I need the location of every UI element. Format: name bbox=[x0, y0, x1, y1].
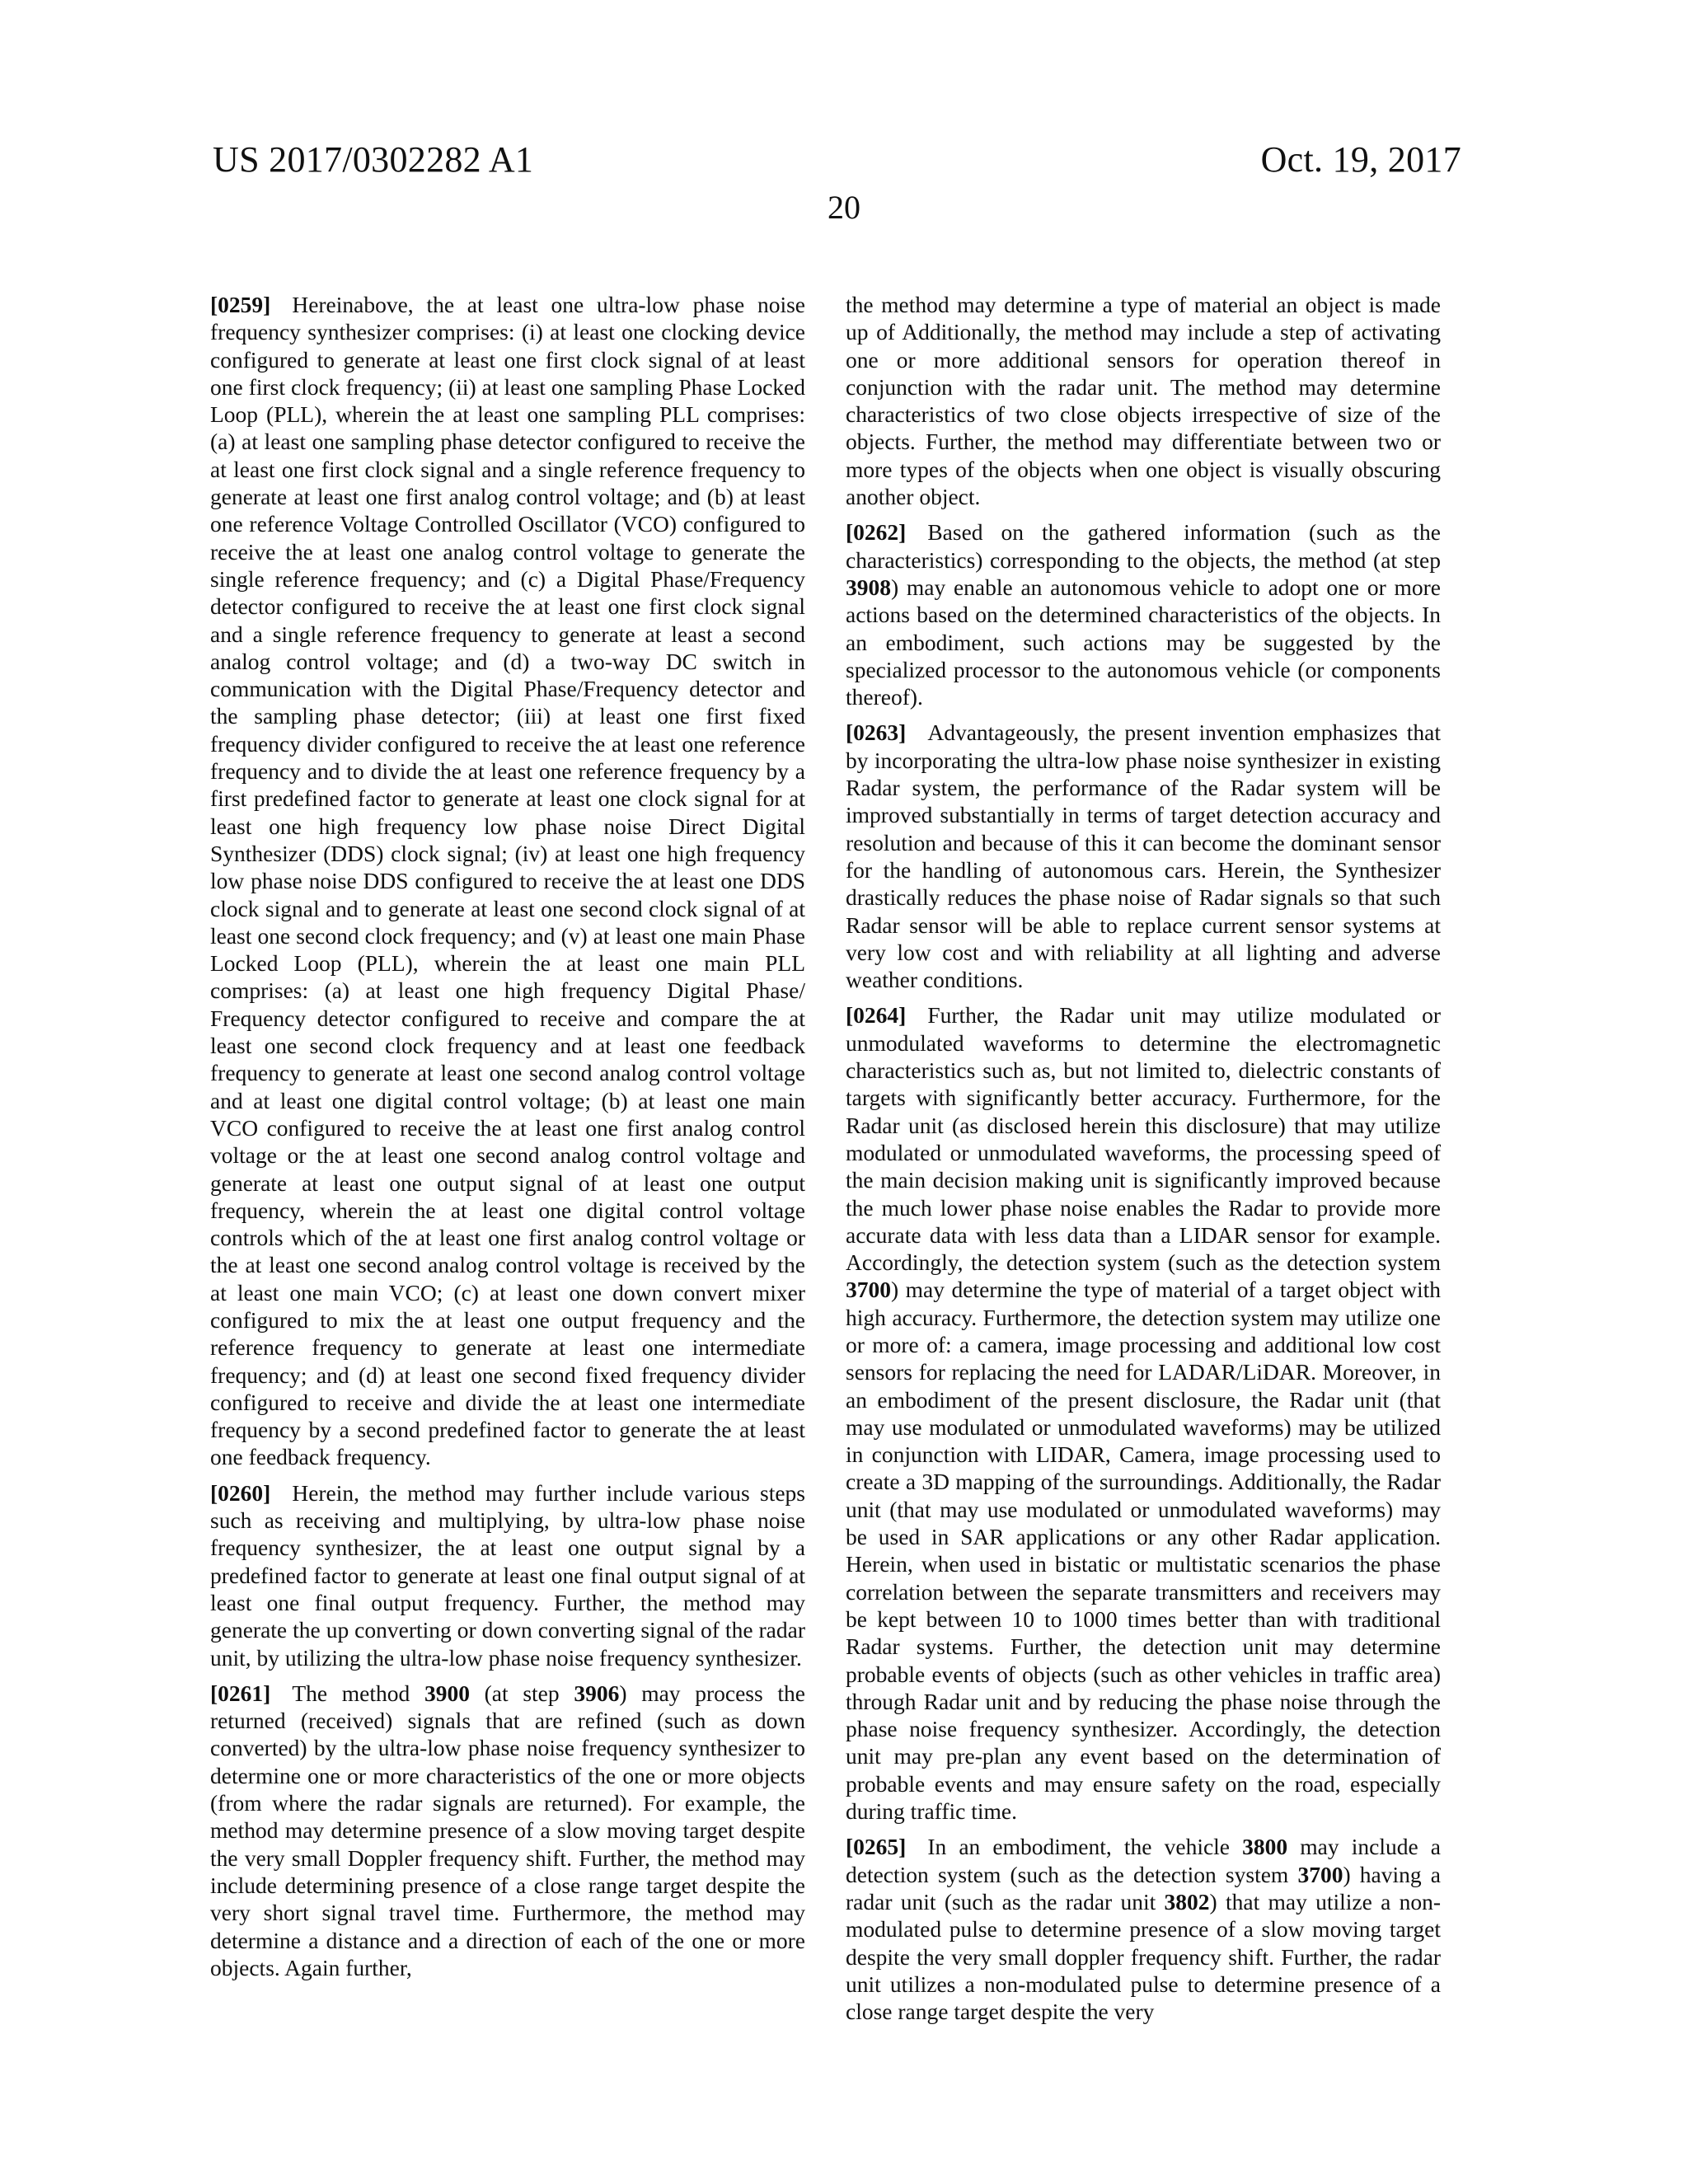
paragraph-text: ) may process the returned (received) signals that are refined (such as down converted) by the ultra-low phase noise frequency synthesizer to determine one or more characteristics of the one or more objects (from where the radar signals are returned). For example, the method may determine presence of a slow moving target despite the very small Doppler frequency shift. Further, the method may include determining presence of a close range target despite the very short signal travel time. Furthermore, the method may determine a distance and a direction of each of the one or more objects. Again further, bbox=[210, 1680, 805, 1980]
right-column bbox=[846, 291, 1441, 2025]
paragraph-number: [0263] bbox=[846, 719, 907, 746]
paragraph-text: ) that may utilize a non-modulated pulse to determine presence of a slow moving target despite the very small doppler frequency shift. Further, the radar unit utilizes a non-modulated pulse to determine presence of a close range target despite the very bbox=[846, 1888, 1441, 2025]
page-number: 20 bbox=[828, 189, 860, 226]
paragraph-text: The method bbox=[292, 1680, 424, 1706]
publication-date: Oct. 19, 2017 bbox=[1260, 139, 1461, 180]
paragraph-0265 bbox=[846, 1833, 1441, 2025]
paragraph-number: [0259] bbox=[210, 292, 271, 317]
paragraph-text: Based on the gathered information (such as the characteristics) corresponding to the objects, the method (at step bbox=[846, 519, 1441, 573]
paragraph-text: ) having a radar unit (such as the radar unit bbox=[846, 1861, 1441, 1915]
paragraph-text: Further, the Radar unit may utilize modulated or unmodulated waveforms to determine the electromagnetic characteristics such as, but not limited to, dielectric constants of targets with significantly better accuracy. Furthermore, for the Radar unit (as disclosed herein this disclosure) that may utilize modulated or unmodulated waveforms, the processing speed of the main decision making unit is significantly improved because the much lower phase noise enables the Radar to provide more accurate data with less data than a LIDAR sensor for example. Accordingly, the detection system (such as the detection system bbox=[846, 1002, 1441, 1276]
paragraph-number: [0261] bbox=[210, 1680, 271, 1706]
publication-number: US 2017/0302282 A1 bbox=[213, 139, 534, 180]
paragraph-text: Herein, the method may further include various steps such as receiving and multiplying, by ultra-low phase noise frequency synthesizer, the at least one output signal by a predefined factor to generate at least one final output signal of at least one final output frequency. Further, the method may generate the up converting or down converting signal of the radar unit, by utilizing the ultra-low phase noise frequency synthesizer. bbox=[210, 1479, 805, 1671]
paragraph-text: Hereinabove, the at least one ultra-low phase noise frequency synthesizer comprises: (i) at least one clocking device configured to generate at least one first clock signal of at least one first clock frequency; (ii) at least one sampling Phase Locked Loop (PLL), wherein the at least one sampling PLL comprises: (a) at least one sampling phase detector configured to receive the at least one first clock signal and a single reference frequency to generate at least one first analog control voltage; and (b) at least one reference Voltage Controlled Oscillator (VCO) configured to receive the at least one analog control voltage to generate the single reference frequency; and (c) a Digital Phase/Frequency detector configured to receive the at least one first clock signal and a single reference frequency to generate at least a second analog control voltage; and (d) a two-way DC switch in communication with the Digital Phase/Frequency detector and the sampling phase detector; (iii) at least one first fixed frequency divider configured to receive the at least one reference frequency and to divide the at least one reference frequency by a first predefined factor to generate at least one clock signal for at least one high frequency low phase noise Direct Digital Synthesizer (DDS) clock signal; (iv) at least one high frequency low phase noise DDS configured to receive the at least one DDS clock signal and to generate at least one second clock signal of at least one second clock frequency; and (v) at least one main Phase Locked Loop (PLL), wherein the at least one main PLL comprises: (a) at least one high frequency Digital Phase/ Frequency detector configured to receive and compare the at least one second clock frequency and at least one feedback frequency to generate at least one second analog control voltage and at least one digital control voltage; (b) at least one main VCO configured to receive the at least one first analog control voltage or the at least one second analog control voltage and generate at least one output signal of at least one output frequency, wherein the at least one digital control voltage controls which of the at least one first analog control voltage or the at least one second analog control voltage is received by the at least one main VCO; (c) at least one down convert mixer configured to mix the at least one output frequency and the reference frequency to generate at least one intermediate frequency; and (d) at least one second fixed frequency divider configured to receive and divide the at least one intermediate frequency by a second predefined factor to generate the at least one feedback frequency. bbox=[210, 292, 805, 1470]
paragraph-0261-continued bbox=[846, 291, 1441, 510]
paragraph-0262 bbox=[846, 518, 1441, 710]
reference-numeral: 3908 bbox=[846, 574, 891, 600]
paragraph-number: [0260] bbox=[210, 1479, 271, 1506]
paragraph-text: ) may enable an autonomous vehicle to adopt one or more actions based on the determined characteristics of the objects. In an embodiment, such actions may be suggested by the specialized processor to the autonomous vehicle (or components thereof). bbox=[846, 574, 1441, 710]
paragraph-number: [0262] bbox=[846, 519, 907, 546]
paragraph-number: [0265] bbox=[846, 1834, 907, 1860]
paragraph-0259 bbox=[210, 291, 805, 1471]
paragraph-0264 bbox=[846, 1001, 1441, 1825]
reference-numeral: 3802 bbox=[1164, 1888, 1210, 1915]
reference-numeral: 3800 bbox=[1242, 1834, 1288, 1860]
reference-numeral: 3700 bbox=[1297, 1861, 1343, 1887]
paragraph-text: (at step bbox=[469, 1680, 574, 1706]
paragraph-0263 bbox=[846, 719, 1441, 993]
reference-numeral: 3900 bbox=[424, 1680, 470, 1706]
left-column bbox=[210, 291, 805, 1981]
paragraph-0260 bbox=[210, 1479, 805, 1671]
paragraph-text: may include a detection system (such as the detection system bbox=[846, 1834, 1441, 1887]
paragraph-text: Advantageously, the present invention emphasizes that by incorporating the ultra-low phase noise synthesizer in existing Radar system, the performance of the Radar system will be improved substantially in terms of target detection accuracy and resolution and because of this it can become the dominant sensor for the handling of autonomous cars. Herein, the Synthesizer drastically reduces the phase noise of Radar signals so that such Radar sensor will be able to replace current sensor systems at very low cost and with reliability at all lighting and adverse weather conditions. bbox=[846, 719, 1441, 993]
paragraph-number: [0264] bbox=[846, 1002, 907, 1029]
paragraph-text: ) may determine the type of material of a target object with high accuracy. Furthermore, the detection system may utilize one or more of: a camera, image processing and additional low cost sensors for replacing the need for LADAR/LiDAR. Moreover, in an embodiment of the present disclosure, the Radar unit (that may use modulated or unmodulated waveforms) may be utilized in conjunction with LIDAR, Camera, image processing used to create a 3D mapping of the surroundings. Additionally, the Radar unit (that may use modulated or unmodulated waveforms) may be used in SAR applications or any other Radar application. Herein, when used in bistatic or multistatic scenarios the phase correlation between the separate transmitters and receivers may be kept between 10 to 1000 times better than with traditional Radar systems. Further, the detection unit may determine probable events of objects (such as other vehicles in traffic area) through Radar unit and by reducing the phase noise through the phase noise frequency synthesizer. Accordingly, the detection unit may pre-plan any event based on the determination of probable events and may ensure safety on the road, especially during traffic time. bbox=[846, 1277, 1441, 1825]
reference-numeral: 3700 bbox=[846, 1277, 891, 1303]
paragraph-text: In an embodiment, the vehicle bbox=[927, 1834, 1243, 1860]
reference-numeral: 3906 bbox=[574, 1680, 620, 1706]
paragraph-text: the method may determine a type of material an object is made up of Additionally, the method may include a step of activating one or more additional sensors for operation thereof in conjunction with the radar unit. The method may determine characteristics of two close objects irrespective of size of the objects. Further, the method may differentiate between two or more types of the objects when one object is visually obscuring another object. bbox=[846, 292, 1441, 510]
paragraph-0261 bbox=[210, 1680, 805, 1981]
